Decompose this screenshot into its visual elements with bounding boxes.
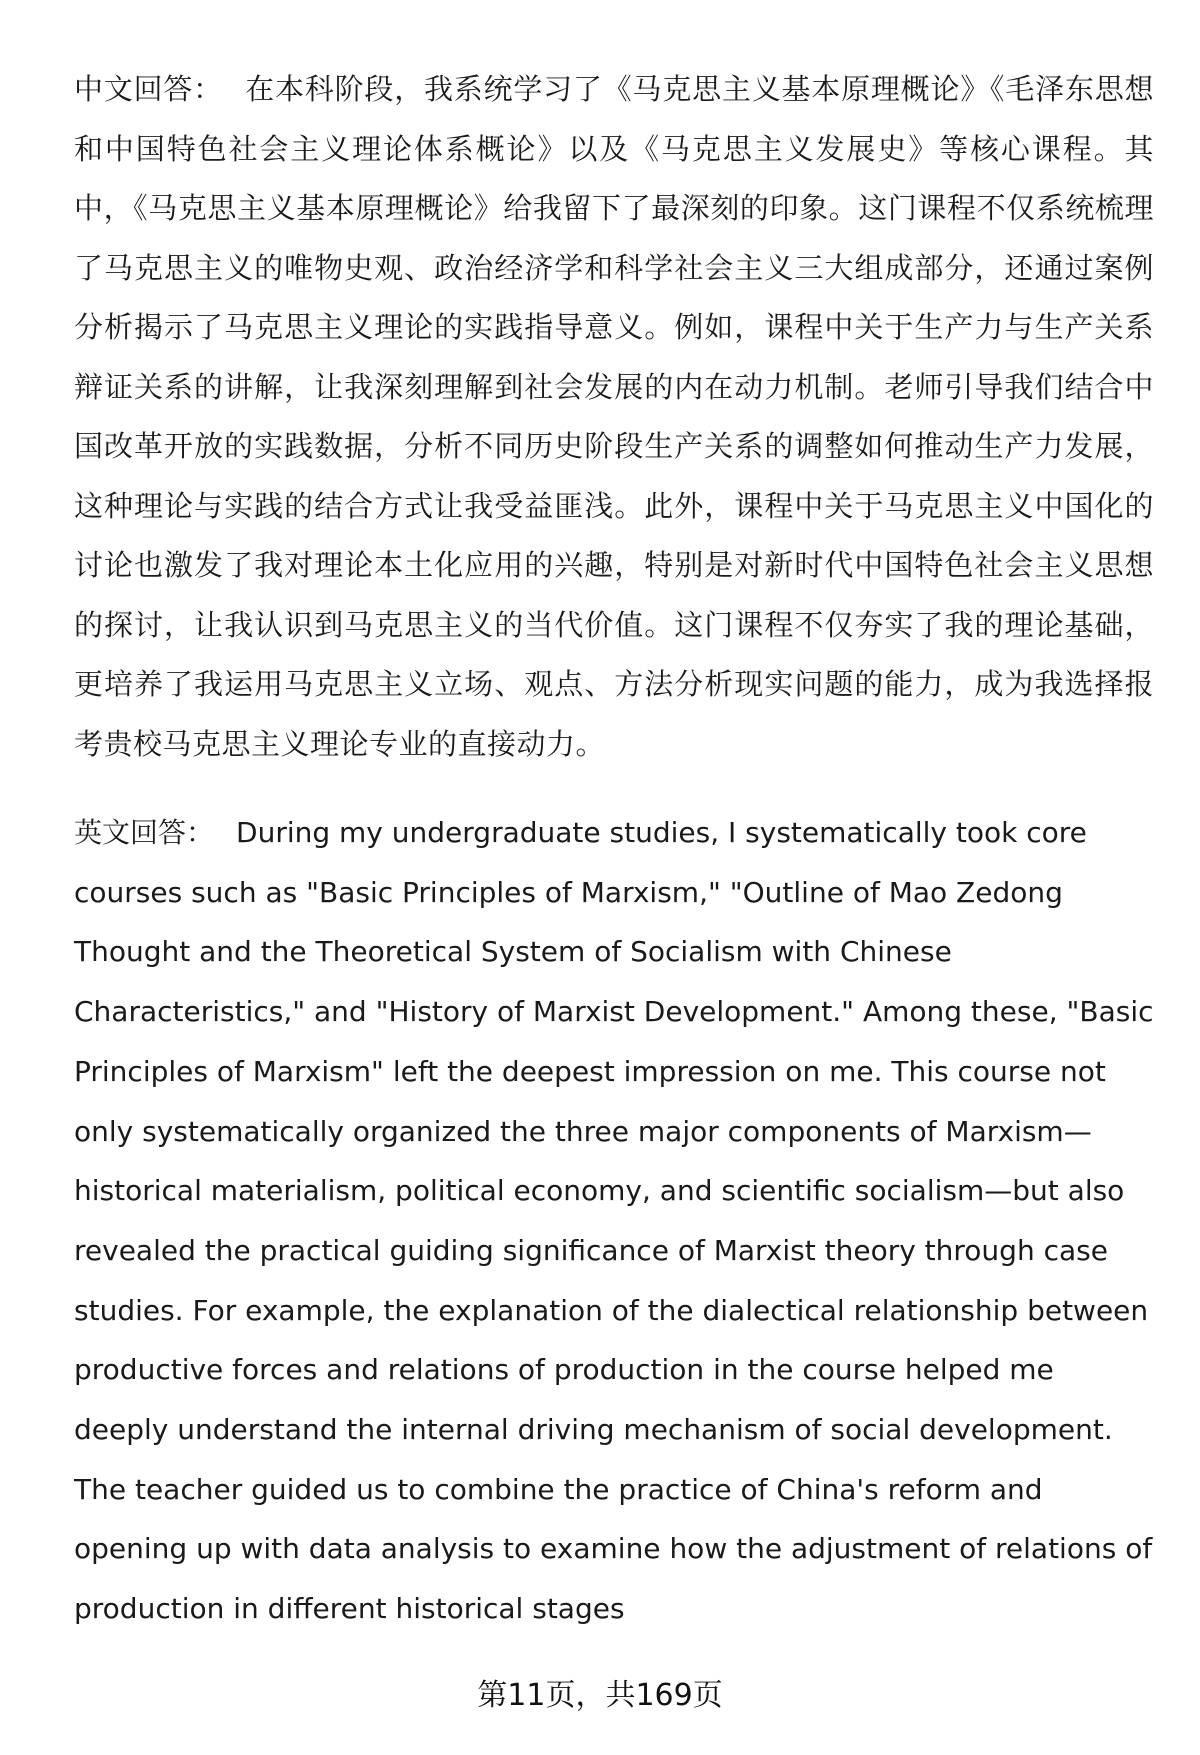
- english-answer-paragraph: [74, 803, 1154, 1639]
- chinese-answer-paragraph: [74, 60, 1154, 774]
- chinese-answer-label: 中文回答：: [74, 72, 223, 106]
- english-answer-text: During my undergraduate studies, I systematically took core courses such as "Basic Principles of Marxism," "Outline of Mao Zedong Thought and the Theoretical System of Socialism with Chinese Characteristics," and "History of Marxist Development." Among these, "Basic Principles of Marxism" left the deepest impression on me. This course not only systematically organized the three major components of Marxism—historical materialism, political economy, and scientific socialism—but also revealed the practical guiding significance of Marxist theory through case studies. For example, the explanation of the dialectical relationship between productive forces and relations of production in the course helped me deeply understand the internal driving mechanism of social development. The teacher guided us to combine the practice of China's reform and opening up with data analysis to examine how the adjustment of relations of production in different historical stages: [74, 816, 1154, 1626]
- english-answer-label: 英文回答：: [74, 816, 215, 849]
- chinese-answer-text: 在本科阶段，我系统学习了《马克思主义基本原理概论》《毛泽东思想和中国特色社会主义理论体系概论》以及《马克思主义发展史》等核心课程。其中，《马克思主义基本原理概论》给我留下了最深刻的印象。这门课程不仅系统梳理了马克思主义的唯物史观、政治经济学和科学社会主义三大组成部分，还通过案例分析揭示了马克思主义理论的实践指导意义。例如，课程中关于生产力与生产关系辩证关系的讲解，让我深刻理解到社会发展的内在动力机制。老师引导我们结合中国改革开放的实践数据，分析不同历史阶段生产关系的调整如何推动生产力发展，这种理论与实践的结合方式让我受益匪浅。此外，课程中关于马克思主义中国化的讨论也激发了我对理论本土化应用的兴趣，特别是对新时代中国特色社会主义思想的探讨，让我认识到马克思主义的当代价值。这门课程不仅夯实了我的理论基础，更培养了我运用马克思主义立场、观点、方法分析现实问题的能力，成为我选择报考贵校马克思主义理论专业的直接动力。: [74, 72, 1154, 761]
- page-number-footer: 第11页，共169页: [477, 1678, 723, 1713]
